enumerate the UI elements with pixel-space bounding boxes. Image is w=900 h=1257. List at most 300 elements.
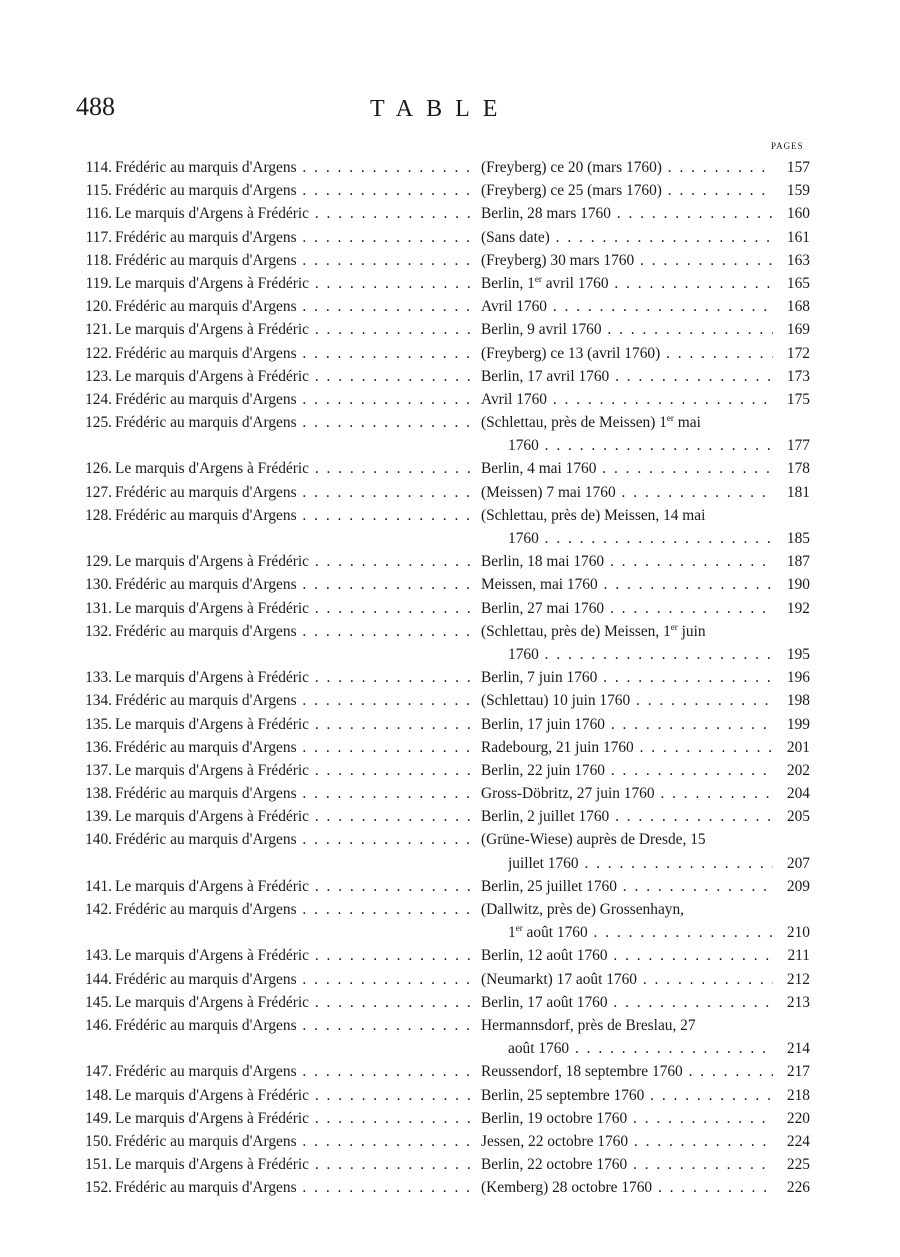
place-date xyxy=(481,550,773,573)
dot-leader xyxy=(550,229,773,246)
page-ref: 175 xyxy=(786,390,810,408)
place-date-text: Radebourg, 21 juin 1760 xyxy=(481,738,634,756)
place-date xyxy=(481,295,773,318)
toc-entry xyxy=(0,550,900,573)
correspondents xyxy=(115,481,473,504)
entry-number: 120. xyxy=(85,298,112,316)
dot-leader xyxy=(297,298,473,315)
toc-entry xyxy=(0,898,900,921)
correspondents xyxy=(115,226,473,249)
page-ref: 209 xyxy=(786,877,810,895)
place-date xyxy=(481,573,773,596)
place-date xyxy=(481,782,773,805)
correspondents-text: Frédéric au marquis d'Argens xyxy=(115,901,297,918)
toc-entry xyxy=(0,991,900,1014)
page-ref: 195 xyxy=(786,645,810,663)
dot-leader xyxy=(309,878,473,895)
entry-number: 128. xyxy=(85,506,112,524)
entry-number: 150. xyxy=(85,1132,112,1150)
correspondents xyxy=(115,365,473,388)
dot-leader xyxy=(627,1110,773,1127)
page-ref: 181 xyxy=(786,483,810,501)
place-date-text: (Sans date) xyxy=(481,228,550,246)
toc-entry xyxy=(0,1107,900,1130)
toc-entry xyxy=(0,1037,900,1060)
entry-number: 133. xyxy=(85,669,112,687)
dot-leader xyxy=(297,785,473,802)
dot-leader xyxy=(609,275,773,292)
correspondents-text: Le marquis d'Argens à Frédéric xyxy=(115,367,309,385)
correspondents xyxy=(115,805,473,828)
correspondents xyxy=(115,713,473,736)
toc-entry xyxy=(0,156,900,179)
place-date xyxy=(481,342,773,365)
entry-number: 138. xyxy=(85,785,112,803)
place-date-text: Berlin, 2 juillet 1760 xyxy=(481,808,610,826)
page-ref: 213 xyxy=(786,993,810,1011)
toc-entry xyxy=(0,620,900,643)
dot-leader xyxy=(297,182,473,199)
page-ref: 225 xyxy=(786,1156,810,1174)
correspondents xyxy=(115,1176,473,1199)
ordinal-superscript: er xyxy=(515,923,523,934)
correspondents-text: Frédéric au marquis d'Argens xyxy=(115,159,297,176)
place-date-text: Berlin, 18 mai 1760 xyxy=(481,553,605,571)
correspondents-text: Frédéric au marquis d'Argens xyxy=(115,1063,297,1081)
entry-number: 126. xyxy=(85,460,112,478)
dot-leader xyxy=(611,205,773,222)
page-ref: 201 xyxy=(786,738,810,756)
dot-leader xyxy=(297,345,473,362)
toc-entry xyxy=(0,713,900,736)
dot-leader xyxy=(309,368,473,385)
place-date-text: Avril 1760 xyxy=(481,390,547,408)
place-date xyxy=(481,481,773,504)
toc-entry xyxy=(0,457,900,480)
correspondents xyxy=(115,597,473,620)
place-date xyxy=(481,944,773,967)
place-date xyxy=(481,457,773,480)
page-ref: 192 xyxy=(786,599,810,617)
toc-entry xyxy=(0,1084,900,1107)
entry-number: 119. xyxy=(85,274,112,292)
place-date-text: (Meissen) 7 mai 1760 xyxy=(481,483,616,501)
dot-leader xyxy=(297,252,473,269)
entry-number: 145. xyxy=(85,993,112,1011)
correspondents-text: Frédéric au marquis d'Argens xyxy=(115,506,297,524)
place-date-text: août 1760 xyxy=(508,1040,570,1058)
correspondents xyxy=(115,1060,473,1083)
correspondents-text: Le marquis d'Argens à Frédéric xyxy=(115,274,309,292)
correspondents-text: Le marquis d'Argens à Frédéric xyxy=(115,1109,309,1127)
toc-entry xyxy=(0,342,900,365)
dot-leader xyxy=(309,808,473,825)
dot-leader xyxy=(309,460,473,477)
dot-leader xyxy=(309,553,473,570)
place-date-text: (Schlettau, près de) Meissen, 14 mai xyxy=(481,506,706,524)
toc-entry xyxy=(0,411,900,434)
place-date-text: Berlin, 19 octobre 1760 xyxy=(481,1109,628,1127)
dot-leader xyxy=(297,623,473,640)
place-date xyxy=(481,1060,773,1083)
toc-entry xyxy=(0,805,900,828)
page-ref: 165 xyxy=(786,274,810,292)
entry-number: 115. xyxy=(85,182,112,200)
place-date xyxy=(481,156,773,179)
dot-leader xyxy=(602,321,773,338)
place-date-text: Berlin, 12 août 1760 xyxy=(481,947,608,965)
correspondents-text: Frédéric au marquis d'Argens xyxy=(115,622,297,640)
toc-entry xyxy=(0,527,900,550)
entry-number: 151. xyxy=(85,1156,112,1174)
place-date xyxy=(481,597,773,620)
entry-number: 141. xyxy=(85,877,112,895)
place-date-text-cont: juin xyxy=(677,622,706,640)
dot-leader xyxy=(609,368,773,385)
entry-number: 139. xyxy=(85,808,112,826)
correspondents-text: Frédéric au marquis d'Argens xyxy=(115,298,297,316)
place-date-text: Berlin, 1 xyxy=(481,274,535,292)
toc-entry xyxy=(0,295,900,318)
dot-leader xyxy=(605,762,773,779)
page-ref: 226 xyxy=(786,1179,810,1197)
dot-leader xyxy=(297,507,473,524)
correspondents xyxy=(115,156,473,179)
correspondents xyxy=(115,179,473,202)
dot-leader xyxy=(297,484,473,501)
entry-number: 122. xyxy=(85,344,112,362)
correspondents xyxy=(115,736,473,759)
place-date-text: (Kemberg) 28 octobre 1760 xyxy=(481,1179,653,1197)
toc-entry xyxy=(0,434,900,457)
page-number: 488 xyxy=(76,92,115,121)
dot-leader xyxy=(539,437,773,454)
page-ref: 172 xyxy=(786,344,810,362)
toc-entry xyxy=(0,852,900,875)
toc-entry xyxy=(0,828,900,851)
place-date-text: Avril 1760 xyxy=(481,298,547,316)
place-date-text: Berlin, 9 avril 1760 xyxy=(481,321,602,339)
place-date xyxy=(481,1153,773,1176)
toc-entry xyxy=(0,504,900,527)
entry-number: 123. xyxy=(85,367,112,385)
dot-leader xyxy=(309,994,473,1011)
table-of-contents xyxy=(0,156,900,1199)
correspondents-text: Frédéric au marquis d'Argens xyxy=(115,182,297,200)
correspondents xyxy=(115,759,473,782)
correspondents xyxy=(115,875,473,898)
entry-number: 143. xyxy=(85,947,112,965)
place-date xyxy=(481,968,773,991)
correspondents xyxy=(115,202,473,225)
place-date xyxy=(508,643,773,666)
entry-number: 131. xyxy=(85,599,112,617)
place-date xyxy=(481,828,773,851)
toc-entry xyxy=(0,388,900,411)
page-ref: 204 xyxy=(786,785,810,803)
place-date xyxy=(481,272,773,295)
place-date-text: Gross-Döbritz, 27 juin 1760 xyxy=(481,785,655,803)
dot-leader xyxy=(660,345,773,362)
page-ref: 214 xyxy=(786,1040,810,1058)
place-date xyxy=(481,736,773,759)
dot-leader xyxy=(309,947,473,964)
place-date xyxy=(481,713,773,736)
page-ref: 205 xyxy=(786,808,810,826)
place-date xyxy=(481,898,773,921)
entry-number: 121. xyxy=(85,321,112,339)
dot-leader xyxy=(309,716,473,733)
place-date-text-cont: août 1760 xyxy=(522,924,588,942)
dot-leader xyxy=(597,669,773,686)
place-date-text: Berlin, 27 mai 1760 xyxy=(481,599,605,617)
place-date-text: 1760 xyxy=(508,530,539,547)
place-date-text: Berlin, 7 juin 1760 xyxy=(481,669,598,687)
place-date-text: (Neumarkt) 17 août 1760 xyxy=(481,970,638,988)
place-date-text-cont: avril 1760 xyxy=(541,274,609,292)
toc-entry xyxy=(0,481,900,504)
page-ref: 210 xyxy=(786,924,810,942)
toc-entry xyxy=(0,365,900,388)
dot-leader xyxy=(297,971,473,988)
correspondents xyxy=(115,828,473,851)
toc-entry xyxy=(0,875,900,898)
place-date-text: (Freyberg) ce 13 (avril 1760) xyxy=(481,344,661,362)
correspondents-text: Frédéric au marquis d'Argens xyxy=(115,970,297,988)
dot-leader xyxy=(297,1063,473,1080)
correspondents xyxy=(115,573,473,596)
entry-number: 136. xyxy=(85,738,112,756)
dot-leader xyxy=(547,298,773,315)
toc-entry xyxy=(0,968,900,991)
correspondents xyxy=(115,782,473,805)
dot-leader xyxy=(297,229,473,246)
place-date xyxy=(481,365,773,388)
page-ref: 212 xyxy=(786,970,810,988)
place-date-text: Berlin, 17 juin 1760 xyxy=(481,715,605,733)
dot-leader xyxy=(628,1133,773,1150)
page-ref: 161 xyxy=(786,228,810,246)
dot-leader xyxy=(630,692,773,709)
correspondents-text: Le marquis d'Argens à Frédéric xyxy=(115,877,309,895)
place-date xyxy=(481,1176,773,1199)
correspondents-text: Frédéric au marquis d'Argens xyxy=(115,483,297,501)
dot-leader xyxy=(309,1087,473,1104)
place-date-text: (Schlettau) 10 juin 1760 xyxy=(481,692,631,710)
dot-leader xyxy=(297,576,473,593)
dot-leader xyxy=(662,182,773,199)
toc-entry xyxy=(0,944,900,967)
entry-number: 144. xyxy=(85,970,112,988)
pages-column-header: PAGES xyxy=(771,141,804,151)
correspondents xyxy=(115,504,473,527)
toc-entry xyxy=(0,736,900,759)
correspondents xyxy=(115,318,473,341)
entry-number: 142. xyxy=(85,901,112,918)
page-ref: 173 xyxy=(786,367,810,385)
dot-leader xyxy=(604,600,773,617)
entry-number: 135. xyxy=(85,715,112,733)
place-date xyxy=(508,852,773,875)
toc-entry xyxy=(0,1153,900,1176)
place-date xyxy=(481,875,773,898)
dot-leader xyxy=(309,600,473,617)
dot-leader xyxy=(297,901,473,918)
place-date-text-cont: mai xyxy=(673,414,701,432)
correspondents xyxy=(115,272,473,295)
entry-number: 125. xyxy=(85,414,112,432)
page-ref: 159 xyxy=(786,182,810,200)
place-date xyxy=(481,1107,773,1130)
dot-leader xyxy=(608,947,773,964)
correspondents xyxy=(115,457,473,480)
correspondents-text: Frédéric au marquis d'Argens xyxy=(115,344,297,362)
entry-number: 132. xyxy=(85,622,112,640)
place-date xyxy=(481,666,773,689)
place-date xyxy=(481,388,773,411)
dot-leader xyxy=(644,1087,773,1104)
dot-leader xyxy=(596,460,773,477)
correspondents-text: Frédéric au marquis d'Argens xyxy=(115,228,297,246)
entry-number: 146. xyxy=(85,1016,112,1034)
ordinal-superscript: er xyxy=(666,412,674,423)
dot-leader xyxy=(588,924,773,941)
page-ref: 217 xyxy=(786,1063,810,1081)
place-date-text: 1760 xyxy=(508,645,539,663)
toc-entry xyxy=(0,318,900,341)
page-ref: 177 xyxy=(786,437,810,455)
ordinal-superscript: er xyxy=(534,273,542,284)
correspondents-text: Frédéric au marquis d'Argens xyxy=(115,738,297,756)
correspondents-text: Le marquis d'Argens à Frédéric xyxy=(115,321,309,339)
correspondents-text: Frédéric au marquis d'Argens xyxy=(115,576,297,594)
toc-entry xyxy=(0,1014,900,1037)
dot-leader xyxy=(627,1156,773,1173)
place-date-text: Berlin, 17 août 1760 xyxy=(481,993,608,1011)
toc-entry xyxy=(0,689,900,712)
dot-leader xyxy=(539,646,773,663)
page-ref: 199 xyxy=(786,715,810,733)
dot-leader xyxy=(634,739,773,756)
toc-entry xyxy=(0,179,900,202)
correspondents xyxy=(115,1084,473,1107)
toc-entry xyxy=(0,226,900,249)
place-date xyxy=(481,249,773,272)
correspondents-text: Frédéric au marquis d'Argens xyxy=(115,692,297,710)
correspondents xyxy=(115,388,473,411)
correspondents-text: Le marquis d'Argens à Frédéric xyxy=(115,1086,309,1104)
page-ref: 202 xyxy=(786,761,810,779)
dot-leader xyxy=(309,205,473,222)
ordinal-superscript: er xyxy=(670,621,678,632)
dot-leader xyxy=(616,484,773,501)
correspondents-text: Le marquis d'Argens à Frédéric xyxy=(115,947,309,965)
entry-number: 130. xyxy=(85,576,112,594)
dot-leader xyxy=(297,391,473,408)
place-date-text: (Dallwitz, près de) Grossenhayn, xyxy=(481,901,685,918)
dot-leader xyxy=(655,785,773,802)
toc-entry xyxy=(0,1130,900,1153)
correspondents xyxy=(115,295,473,318)
page-ref: 168 xyxy=(786,298,810,316)
place-date xyxy=(508,1037,773,1060)
place-date xyxy=(481,689,773,712)
place-date-text: 1 xyxy=(508,924,516,942)
dot-leader xyxy=(297,1179,473,1196)
correspondents-text: Le marquis d'Argens à Frédéric xyxy=(115,599,309,617)
place-date-text: (Freyberg) 30 mars 1760 xyxy=(481,251,635,269)
place-date-text: Jessen, 22 octobre 1760 xyxy=(481,1132,629,1150)
place-date-text: (Freyberg) ce 20 (mars 1760) xyxy=(481,159,662,176)
entry-number: 124. xyxy=(85,390,112,408)
place-date xyxy=(481,759,773,782)
dot-leader xyxy=(309,321,473,338)
correspondents xyxy=(115,1130,473,1153)
page-ref: 163 xyxy=(786,251,810,269)
place-date-text: Berlin, 22 octobre 1760 xyxy=(481,1156,628,1174)
entry-number: 134. xyxy=(85,692,112,710)
toc-entry xyxy=(0,272,900,295)
dot-leader xyxy=(539,530,773,547)
correspondents-text: Le marquis d'Argens à Frédéric xyxy=(115,205,309,223)
entry-number: 137. xyxy=(85,761,112,779)
dot-leader xyxy=(608,994,773,1011)
correspondents-text: Le marquis d'Argens à Frédéric xyxy=(115,553,309,571)
correspondents-text: Frédéric au marquis d'Argens xyxy=(115,831,297,849)
correspondents xyxy=(115,620,473,643)
correspondents xyxy=(115,1107,473,1130)
place-date xyxy=(481,179,773,202)
toc-entry xyxy=(0,921,900,944)
place-date-text: 1760 xyxy=(508,437,539,455)
dot-leader xyxy=(309,275,473,292)
page-ref: 198 xyxy=(786,692,810,710)
place-date-text: Reussendorf, 18 septembre 1760 xyxy=(481,1063,683,1081)
dot-leader xyxy=(652,1179,773,1196)
dot-leader xyxy=(604,553,773,570)
page-ref: 220 xyxy=(786,1109,810,1127)
dot-leader xyxy=(297,739,473,756)
dot-leader xyxy=(309,669,473,686)
correspondents xyxy=(115,342,473,365)
place-date xyxy=(481,504,773,527)
dot-leader xyxy=(617,878,773,895)
page-ref: 196 xyxy=(786,669,810,687)
place-date xyxy=(508,434,773,457)
correspondents xyxy=(115,689,473,712)
entry-number: 116. xyxy=(85,205,112,223)
page-ref: 187 xyxy=(786,553,810,571)
place-date-text: (Freyberg) ce 25 (mars 1760) xyxy=(481,182,662,200)
place-date xyxy=(481,226,773,249)
place-date xyxy=(481,805,773,828)
entry-number: 152. xyxy=(85,1179,112,1197)
place-date xyxy=(508,921,773,944)
dot-leader xyxy=(297,692,473,709)
place-date xyxy=(481,202,773,225)
correspondents xyxy=(115,666,473,689)
entry-number: 127. xyxy=(85,483,112,501)
page-ref: 169 xyxy=(786,321,810,339)
correspondents xyxy=(115,1153,473,1176)
dot-leader xyxy=(569,1040,773,1057)
correspondents xyxy=(115,249,473,272)
toc-entry xyxy=(0,759,900,782)
page-ref: 211 xyxy=(787,947,810,965)
dot-leader xyxy=(609,808,773,825)
page-ref: 160 xyxy=(786,205,810,223)
dot-leader xyxy=(297,414,473,431)
